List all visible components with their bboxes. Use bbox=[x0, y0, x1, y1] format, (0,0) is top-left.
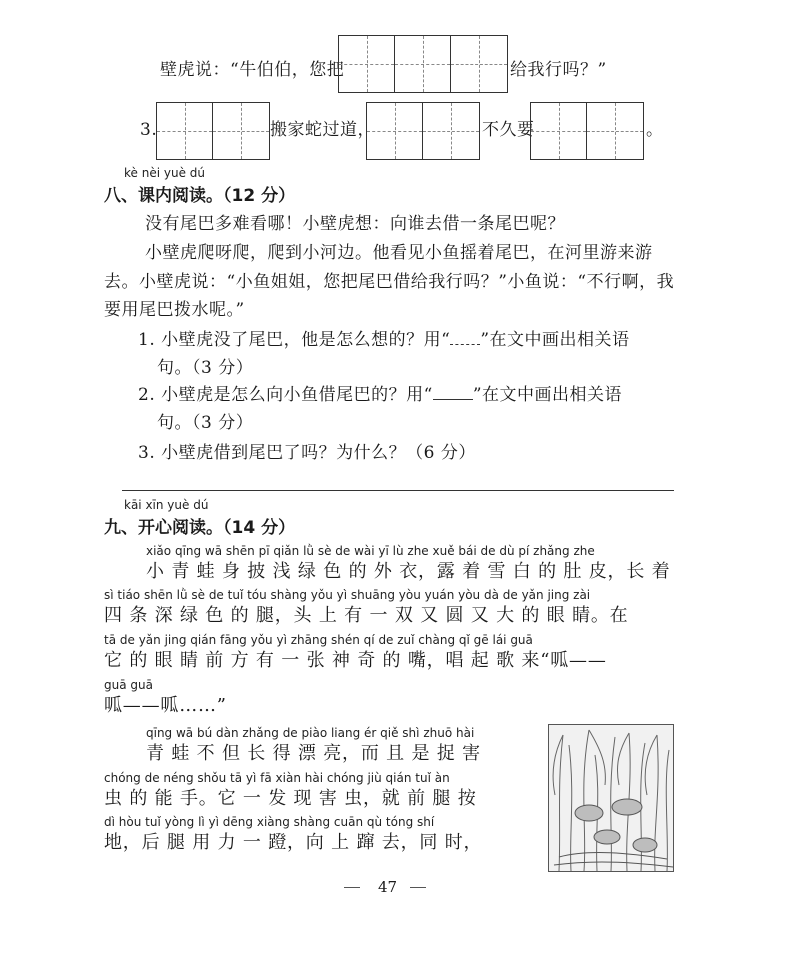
grid-cell[interactable] bbox=[395, 36, 451, 92]
fill-line-2-mid2: 不久要 bbox=[482, 120, 535, 140]
grid-cell[interactable] bbox=[587, 103, 643, 159]
answer-grid-2[interactable] bbox=[156, 102, 270, 160]
question-8-2-text-a: 2. 小壁虎是怎么向小鱼借尾巴的？用“ bbox=[138, 385, 433, 405]
footer-dash-right bbox=[410, 887, 426, 888]
grid-cell[interactable] bbox=[367, 103, 423, 159]
question-8-2-text-b: ”在文中画出相关语 bbox=[472, 385, 623, 405]
passage-line: 它 的 眼 睛 前 方 有 一 张 神 奇 的 嘴，唱 起 歌 来“呱—— bbox=[104, 650, 607, 671]
pinyin-line: sì tiáo shēn lǜ sè de tuǐ tóu shàng yǒu yì shuāng yòu yuán yòu dà de yǎn jing zài bbox=[104, 588, 591, 602]
section-8-para-2-line-3: 要用尾巴拨水呢。” bbox=[104, 300, 245, 320]
fill-line-1-after: 给我行吗？” bbox=[510, 60, 607, 80]
passage-line: 虫 的 能 手。它 一 发 现 害 虫，就 前 腿 按 bbox=[104, 788, 477, 809]
passage-line: 地，后 腿 用 力 一 蹬，向 上 蹿 去，同 时， bbox=[104, 832, 483, 853]
question-8-2-cont: 句。（3 分） bbox=[157, 413, 254, 433]
section-8-para-2-line-2: 去。小壁虎说：“小鱼姐姐，您把尾巴借给我行吗？”小鱼说：“不行啊，我 bbox=[104, 272, 675, 292]
section-9-pinyin: kāi xīn yuè dú bbox=[124, 498, 209, 512]
passage-line: 小 青 蛙 身 披 浅 绿 色 的 外 衣，露 着 雪 白 的 肚 皮，长 着 bbox=[146, 561, 671, 582]
section-8-title: 八、课内阅读。（12 分） bbox=[104, 186, 296, 206]
grid-cell[interactable] bbox=[451, 36, 507, 92]
fill-line-2-mid: 搬家蛇过道， bbox=[270, 120, 375, 140]
fill-line-2-end: 。 bbox=[646, 120, 664, 140]
grid-cell[interactable] bbox=[213, 103, 269, 159]
pinyin-line: chóng de néng shǒu tā yì fā xiàn hài chóng jiù qián tuǐ àn bbox=[104, 771, 450, 785]
section-9-title: 九、开心阅读。（14 分） bbox=[104, 518, 296, 538]
answer-grid-4[interactable] bbox=[530, 102, 644, 160]
reeds-and-frogs-drawing bbox=[549, 725, 673, 871]
grid-cell[interactable] bbox=[531, 103, 587, 159]
passage-line: 青 蛙 不 但 长 得 漂 亮，而 且 是 捉 害 bbox=[146, 743, 481, 764]
page-number: 47 bbox=[378, 878, 398, 896]
grid-cell[interactable] bbox=[339, 36, 395, 92]
section-8-para-1: 没有尾巴多难看哪！小壁虎想：向谁去借一条尾巴呢？ bbox=[145, 214, 565, 234]
pinyin-line: qīng wā bú dàn zhǎng de piào liang ér qiě shì zhuō hài bbox=[146, 726, 475, 740]
frog-illustration bbox=[548, 724, 674, 872]
fill-line-1-before: 壁虎说：“牛伯伯，您把 bbox=[160, 60, 345, 80]
grid-cell[interactable] bbox=[157, 103, 213, 159]
footer-dash-left bbox=[344, 887, 360, 888]
question-3-number: 3. bbox=[140, 120, 158, 140]
question-8-1 bbox=[138, 328, 630, 352]
answer-grid-1[interactable] bbox=[338, 35, 508, 93]
pinyin-line: tā de yǎn jing qián fāng yǒu yì zhāng shén qí de zuǐ chàng qǐ gē lái guā bbox=[104, 633, 533, 647]
question-8-2 bbox=[138, 383, 622, 407]
question-8-3: 3. 小壁虎借到尾巴了吗？为什么？（6 分） bbox=[138, 443, 476, 463]
grid-cell[interactable] bbox=[423, 103, 479, 159]
answer-grid-3[interactable] bbox=[366, 102, 480, 160]
section-8-pinyin: kè nèi yuè dú bbox=[124, 166, 205, 180]
answer-line[interactable] bbox=[122, 490, 674, 491]
passage-line: 四 条 深 绿 色 的 腿，头 上 有 一 双 又 圆 又 大 的 眼 睛。在 bbox=[104, 605, 629, 626]
question-8-1-cont: 句。（3 分） bbox=[157, 358, 254, 378]
question-8-1-text-b: ”在文中画出相关语 bbox=[480, 330, 630, 350]
pinyin-line: xiǎo qīng wā shēn pī qiǎn lǜ sè de wài yī lù zhe xuě bái de dù pí zhǎng zhe bbox=[146, 544, 595, 558]
passage-line: 呱——呱……” bbox=[104, 695, 227, 716]
pinyin-line: guā guā bbox=[104, 678, 153, 692]
underline-symbol bbox=[433, 385, 473, 400]
question-8-1-text-a: 1. 小壁虎没了尾巴，他是怎么想的？用“ bbox=[138, 330, 451, 350]
pinyin-line: dì hòu tuǐ yòng lì yì dēng xiàng shàng cuān qù tóng shí bbox=[104, 815, 435, 829]
section-8-para-2-line-1: 小壁虎爬呀爬，爬到小河边。他看见小鱼摇着尾巴，在河里游来游 bbox=[145, 243, 653, 263]
wavy-line-symbol bbox=[450, 336, 480, 345]
